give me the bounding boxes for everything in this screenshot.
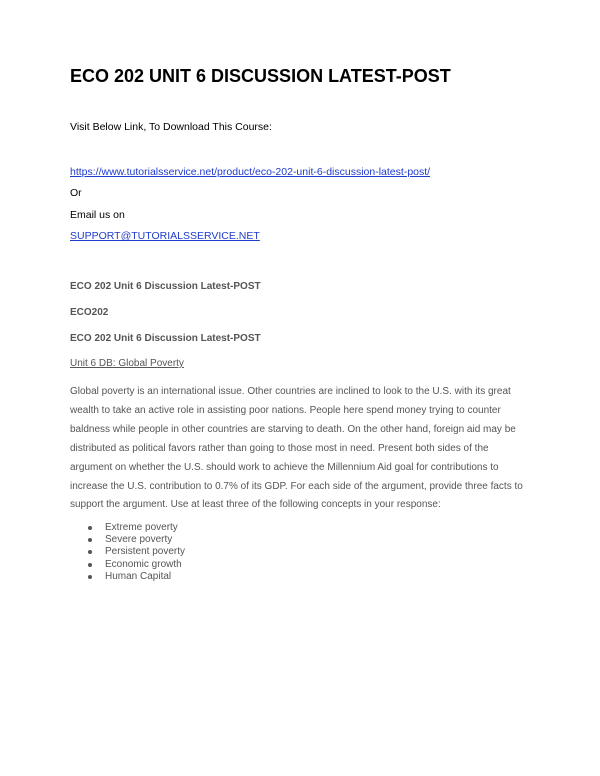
bullet-icon	[88, 526, 92, 530]
or-text: Or	[70, 187, 82, 199]
list-item: Human Capital	[70, 571, 185, 583]
email-label: Email us on	[70, 209, 125, 221]
assignment-heading: ECO 202 Unit 6 Discussion Latest-POST	[70, 281, 261, 292]
list-item: Extreme poverty	[70, 522, 185, 534]
bullet-icon	[88, 550, 92, 554]
bullet-icon	[88, 538, 92, 542]
course-code: ECO202	[70, 307, 109, 318]
bullet-icon	[88, 575, 92, 579]
assignment-heading-repeat: ECO 202 Unit 6 Discussion Latest-POST	[70, 333, 261, 344]
visit-instruction: Visit Below Link, To Download This Course:	[70, 121, 272, 133]
list-item: Severe poverty	[70, 534, 185, 546]
page-title: ECO 202 UNIT 6 DISCUSSION LATEST-POST	[70, 66, 451, 86]
discussion-prompt: Global poverty is an international issue. Other countries are inclined to look to the U.S. with its great wealth to take an active role in assisting poor nations. People here spend money trying to counter baldness while people in other countries are starving to death. On the other hand, foreign aid may be distributed as political favors rather than going to those most in need. Present both sides of the argument on whether the U.S. should work to achieve the Millennium Aid goal for contributions to increase the U.S. contribution to 0.7% of its GDP. For each side of the argument, provide three facts to support the argument. Use at least three of the following concepts in your response:	[70, 386, 523, 511]
list-item: Persistent poverty	[70, 546, 185, 558]
unit-title: Unit 6 DB: Global Poverty	[70, 358, 184, 369]
course-link[interactable]: https://www.tutorialsservice.net/product/eco-202-unit-6-discussion-latest-post/	[70, 166, 431, 178]
concepts-list	[70, 522, 185, 583]
list-item: Economic growth	[70, 559, 185, 571]
support-email-link[interactable]: SUPPORT@TUTORIALSSERVICE.NET	[70, 230, 260, 242]
bullet-icon	[88, 563, 92, 567]
